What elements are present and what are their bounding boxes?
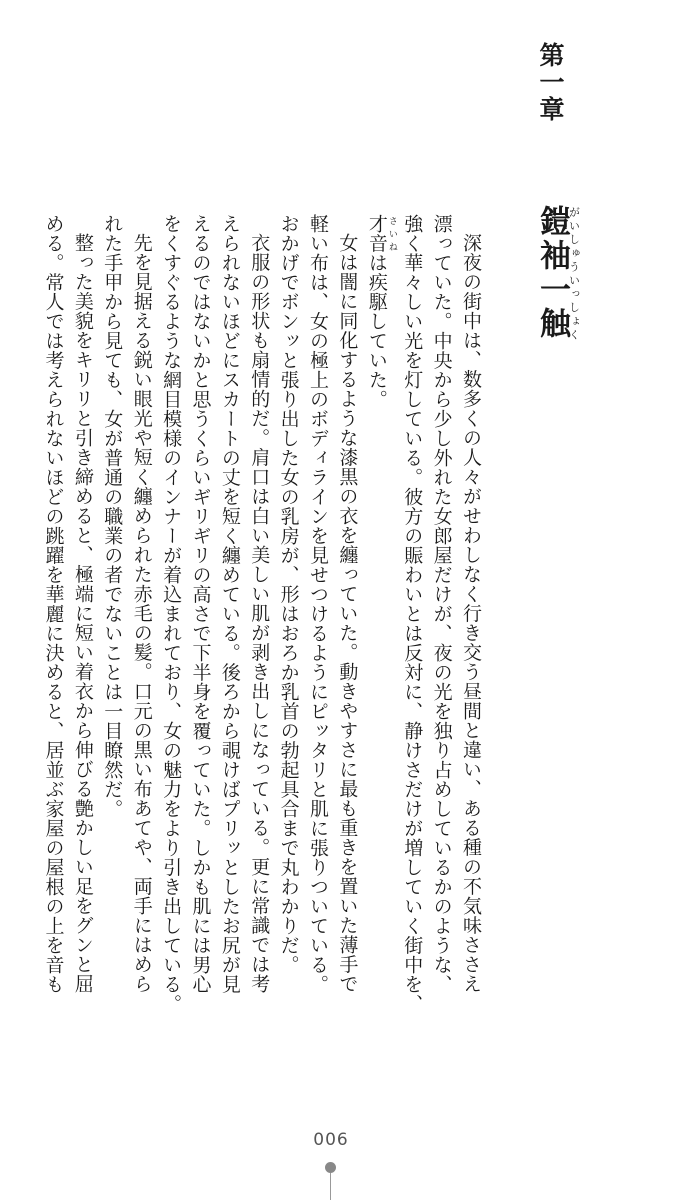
text-line-content: れた手甲から見ても、女が普通の職業の者でないことは一目瞭然だ。 [101,214,124,819]
text-line-content: 整った美貌をキリリと引き締めると、極端に短い着衣から伸びる艶かしい足をグンと屈 [71,233,94,994]
text-line [97,214,126,1054]
text-line [68,214,97,1054]
chapter-title [530,205,580,341]
body-text [38,214,485,1054]
text-line-content: 強く華々しい光を灯している。彼方の賑わいとは反対に、静けさだけが増していく街中を、 [401,214,424,1014]
chapter-number: 第一章 [536,42,565,123]
text-line-content: 深夜の街中は、数多くの人々がせわしなく行き交う昼間と違い、ある種の不気味ささえ [460,233,482,994]
text-line [185,214,214,1054]
chapter-title-ruby: がいしゅういっしょく [567,205,581,341]
text-line [126,214,155,1054]
text-line-content: 衣服の形状も扇情的だ。肩口は白い美しい肌が剥き出しになっている。更に常識では考 [248,233,271,994]
text-line [38,214,67,1054]
page-number: 006 [313,1130,349,1150]
text-line [332,214,361,1054]
text-line-content: えるのではないかと思うくらいギリギリの高さで下半身を覆っていた。しかも肌には男心 [189,214,212,994]
text-line [456,214,485,1054]
text-line-content: 軽い布は、女の極上のボディラインを見せつけるようにピッタリと肌に張りついている。 [307,214,330,994]
ruby-reading: さいね [386,214,397,253]
text-line-content: 女は闇に同化するような漆黒の衣を纏っていた。動きやすさに最も重きを置いた薄手で [336,233,359,994]
text-line-content: 先を見据える鋭い眼光や短く纏められた赤毛の髪。口元の黒い布あてや、両手にはめら [130,233,153,994]
text-line-content: 漂っていた。中央から少し外れた女郎屋だけが、夜の光を独り占めしているかのような、 [430,214,453,994]
text-line [244,214,273,1054]
text-line-content: める。常人では考えられないほどの跳躍を華麗に決めると、居並ぶ家屋の屋根の上を音も [42,214,65,994]
ruby-base: 才音 [365,214,388,253]
page-ornament-line [330,1173,331,1200]
text-line [303,214,332,1054]
text-line-content: えられないほどにスカートの丈を短く纏めている。後ろから覗けばプリッとしたお尻が見 [218,214,241,994]
text-line-content: をくすぐるような網目模様のインナーが着込まれており、女の魅力をより引き出している。 [160,214,183,1014]
chapter-title-text: 鎧袖一触 [534,205,570,341]
text-line [214,214,243,1054]
text-line [397,214,426,1054]
page-ornament-dot [325,1162,336,1173]
text-line [361,214,396,1054]
text-line [156,214,185,1054]
text-line [426,214,455,1054]
text-line [273,214,302,1054]
text-line-content: おかげでボンッと張り出した女の乳房が、形はおろか乳首の勃起具合まで丸わかりだ。 [277,214,300,975]
text-line-content: は疾駆していた。 [365,253,388,409]
ruby-name [365,214,397,253]
